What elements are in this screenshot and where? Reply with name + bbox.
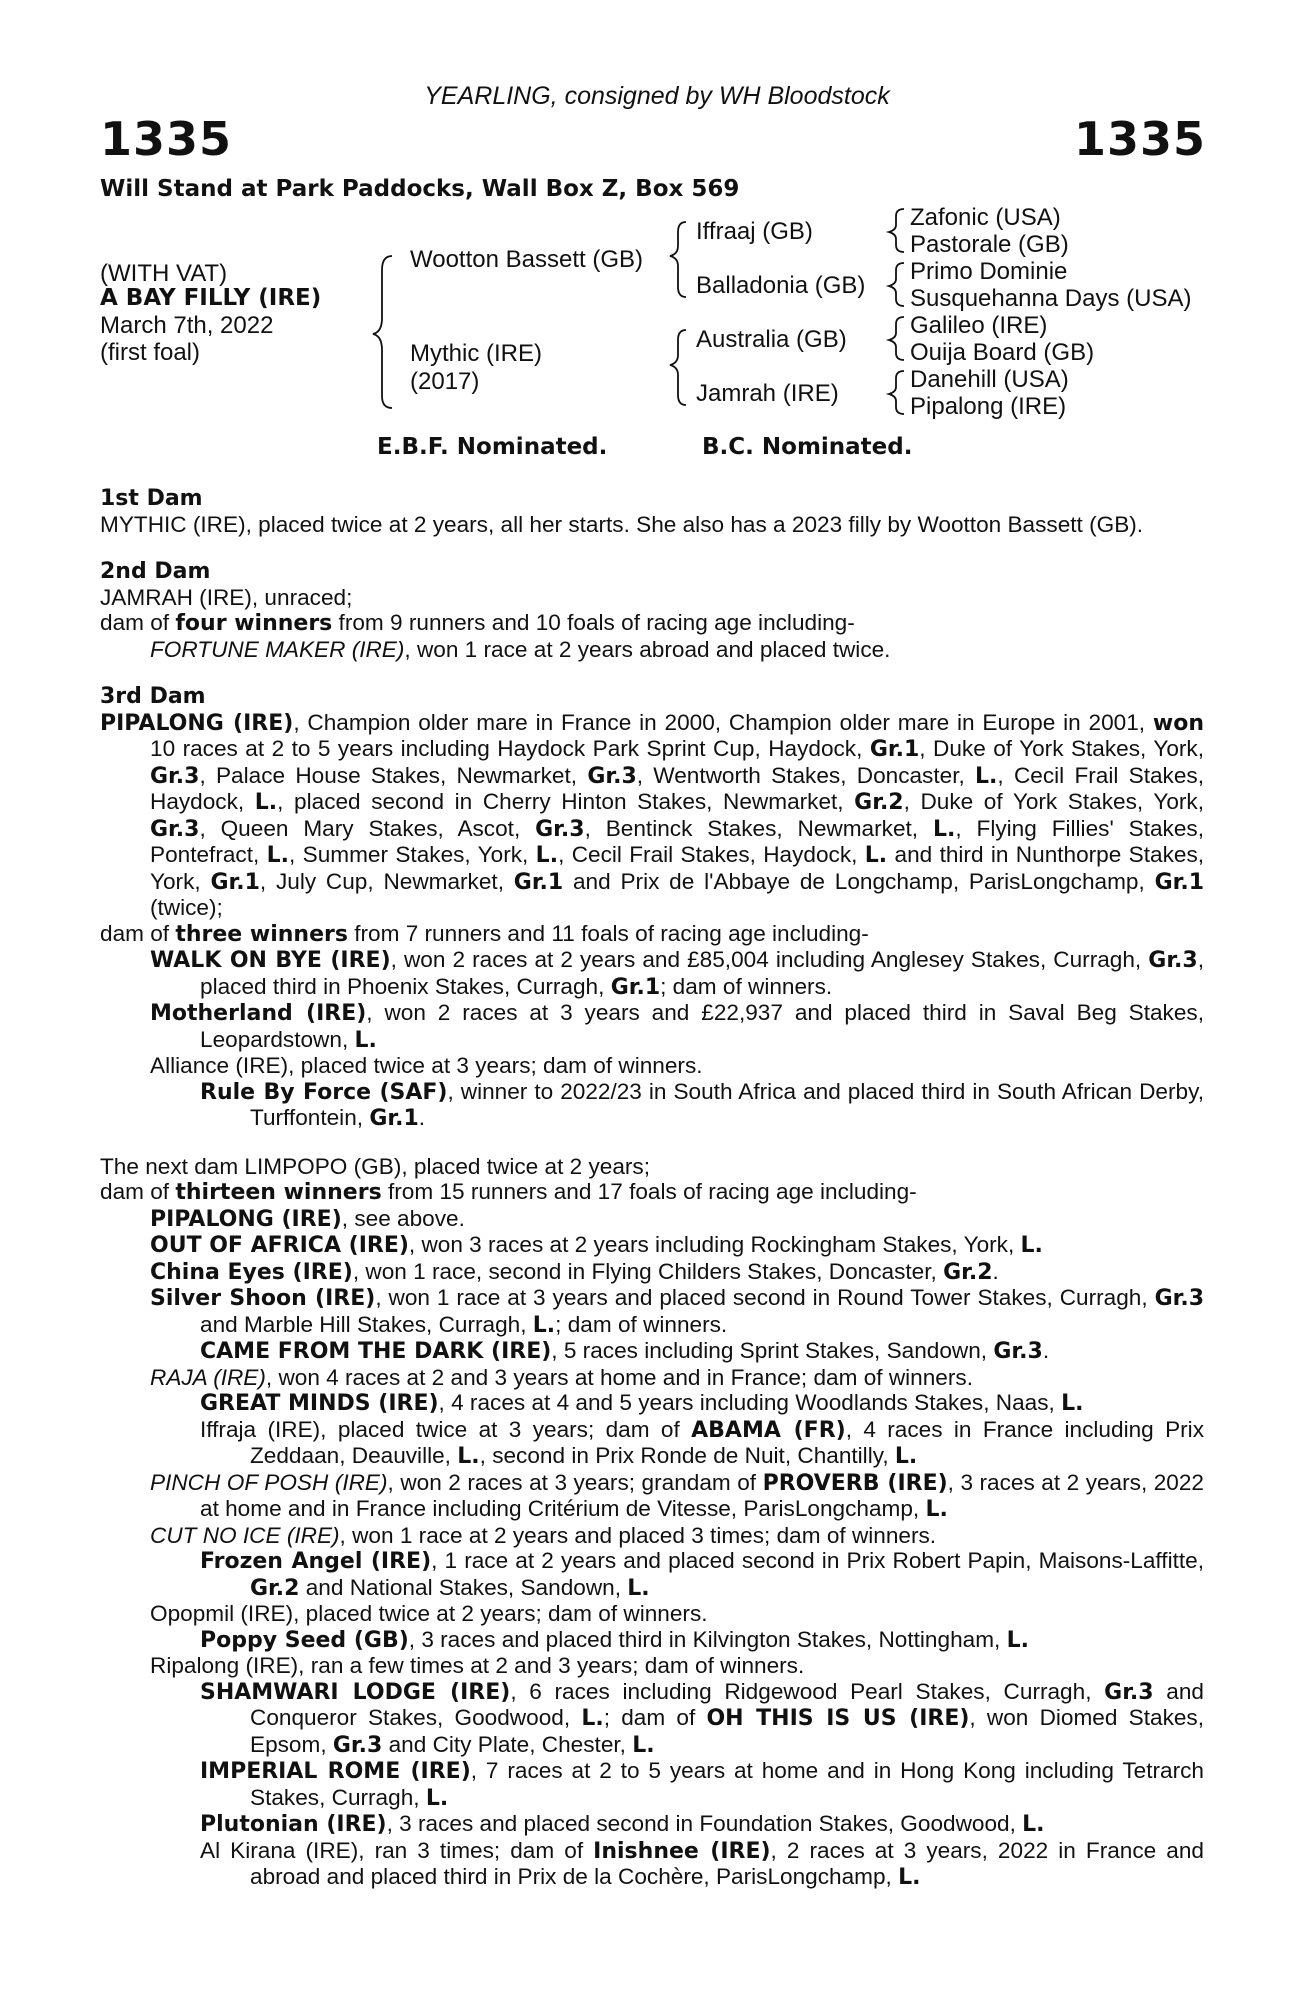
produce-out-of-africa: OUT OF AFRICA (IRE), won 3 races at 2 years including Rockingham Stakes, York, L. — [150, 1232, 1043, 1258]
produce-rule-by-force: Rule By Force (SAF), winner to 2022/23 in South Africa and placed third in South African Derby, Turffontein, Gr.1. — [200, 1078, 1204, 1131]
gen3-4: Susquehanna Days (USA) — [910, 285, 1192, 312]
foaling-date: March 7th, 2022 — [100, 312, 274, 339]
produce-ripalong: Ripalong (IRE), ran a few times at 2 and 3 years; dam of winners. — [150, 1653, 805, 1678]
second-dam-winner: FORTUNE MAKER (IRE), won 1 race at 2 years abroad and placed twice. — [150, 636, 891, 662]
dam-dam: Jamrah (IRE) — [696, 380, 839, 407]
dam-year: (2017) — [410, 368, 480, 395]
dam: Mythic (IRE) — [410, 340, 542, 367]
produce-plutonian: Plutonian (IRE), 3 races and placed second in Foundation Stakes, Goodwood, L. — [200, 1811, 1045, 1837]
lot-number-right: 1335 — [1073, 112, 1206, 166]
gen3-7: Danehill (USA) — [910, 366, 1069, 393]
dam-sire: Australia (GB) — [696, 326, 847, 353]
third-dam-heading: 3rd Dam — [100, 684, 206, 709]
first-dam-heading: 1st Dam — [100, 486, 203, 511]
produce-imperial-rome: IMPERIAL ROME (IRE), 7 races at 2 to 5 years at home and in Hong Kong including Tetrarch Stakes, Curragh, L. — [200, 1758, 1204, 1811]
third-dam-record: PIPALONG (IRE), Champion older mare in France in 2000, Champion older mare in Europe in 2001, won 10 races at 2 to 5 years including Haydock Park Sprint Cup, Haydock, Gr.1, Duke of York Stakes, York, Gr.3, Palace House Stakes, Newmarket, Gr.3, Wentworth Stakes, Doncaster, L., Cecil Frail Stakes, Haydock, L., placed second in Cherry Hinton Stakes, Newmarket, Gr.2, Duke of York Stakes, York, Gr.3, Queen Mary Stakes, Ascot, Gr.3, Bentinck Stakes, Newmarket, L., Flying Fillies' Stakes, Pontefract, L., Summer Stakes, York, L., Cecil Frail Stakes, Haydock, L. and third in Nunthorpe Stakes, York, Gr.1, July Cup, Newmarket, Gr.1 and Prix de l'Abbaye de Longchamp, ParisLongchamp, Gr.1 (twice); — [100, 709, 1205, 920]
gen3-5: Galileo (IRE) — [910, 312, 1048, 339]
gen3-1: Zafonic (USA) — [910, 204, 1061, 231]
gen3-8: Pipalong (IRE) — [910, 393, 1067, 420]
produce-al-kirana: Al Kirana (IRE), ran 3 times; dam of Inishnee (IRE), 2 races at 3 years, 2022 in France and abroad and placed third in Prix de la Cochère, ParisLongchamp, L. — [200, 1837, 1204, 1890]
next-dam-line: The next dam LIMPOPO (GB), placed twice at 2 years; — [100, 1153, 650, 1179]
produce-frozen-angel: Frozen Angel (IRE), 1 race at 2 years and placed second in Prix Robert Papin, Maisons-Laffitte, Gr.2 and National Stakes, Sandown, L. — [200, 1548, 1204, 1601]
third-dam-produce-summary: dam of three winners from 7 runners and 11 foals of racing age including- — [100, 920, 869, 947]
sire: Wootton Bassett (GB) — [410, 246, 643, 273]
produce-opopmil: Opopmil (IRE), placed twice at 2 years; dam of winners. — [150, 1601, 708, 1626]
produce-iffraja: Iffraja (IRE), placed twice at 3 years; dam of ABAMA (FR), 4 races in France including Prix Zeddaan, Deauville, L., second in Prix Ronde de Nuit, Chantilly, L. — [200, 1416, 1204, 1469]
produce-pipalong: PIPALONG (IRE), see above. — [150, 1205, 465, 1232]
produce-china-eyes: China Eyes (IRE), won 1 race, second in Flying Childers Stakes, Doncaster, Gr.2. — [150, 1258, 999, 1285]
produce-shamwari-lodge: SHAMWARI LODGE (IRE), 6 races including Ridgewood Pearl Stakes, Curragh, Gr.3 and Conqueror Stakes, Goodwood, L.; dam of OH THIS IS US (IRE), won Diomed Stakes, Epsom, Gr.3 and City Plate, Chester, L. — [200, 1678, 1205, 1758]
produce-motherland: Motherland (IRE), won 2 races at 3 years and £22,937 and placed third in Saval Beg Stakes, Leopardstown, L. — [150, 1000, 1204, 1053]
horse-name: A BAY FILLY (IRE) — [100, 285, 322, 311]
foal-note: (first foal) — [100, 339, 201, 366]
sire-dam: Balladonia (GB) — [696, 272, 866, 299]
second-dam-line: JAMRAH (IRE), unraced; — [100, 584, 353, 610]
produce-silver-shoon: Silver Shoon (IRE), won 1 race at 3 years and placed second in Round Tower Stakes, Curragh, Gr.3 and Marble Hill Stakes, Curragh, L.; dam of winners. — [150, 1285, 1204, 1338]
gen3-6: Ouija Board (GB) — [910, 339, 1095, 366]
vat-note: (WITH VAT) — [100, 260, 228, 287]
sire-sire: Iffraaj (GB) — [696, 218, 813, 245]
pedigree-brackets — [0, 0, 1314, 440]
gen3-2: Pastorale (GB) — [910, 231, 1069, 258]
produce-record — [100, 486, 1204, 1891]
produce-raja: RAJA (IRE), won 4 races at 2 and 3 years at home and in France; dam of winners. — [150, 1364, 973, 1390]
first-dam-text: MYTHIC (IRE), placed twice at 2 years, all her starts. She also has a 2023 filly by Wootton Bassett (GB). — [100, 511, 1144, 537]
consignment-line: YEARLING, consigned by WH Bloodstock — [424, 82, 890, 110]
produce-walk-on-bye: WALK ON BYE (IRE), won 2 races at 2 years and £85,004 including Anglesey Stakes, Curragh, Gr.3, placed third in Phoenix Stakes, Curragh, Gr.1; dam of winners. — [150, 947, 1204, 1000]
produce-great-minds: GREAT MINDS (IRE), 4 races at 4 and 5 years including Woodlands Stakes, Naas, L. — [200, 1390, 1084, 1416]
produce-poppy-seed: Poppy Seed (GB), 3 races and placed third in Kilvington Stakes, Nottingham, L. — [200, 1626, 1029, 1653]
produce-came-from-the-dark: CAME FROM THE DARK (IRE), 5 races including Sprint Stakes, Sandown, Gr.3. — [200, 1338, 1050, 1364]
produce-cut-no-ice: CUT NO ICE (IRE), won 1 race at 2 years and placed 3 times; dam of winners. — [150, 1522, 937, 1548]
ebf-nominated: E.B.F. Nominated. — [377, 434, 608, 460]
stabling-location: Will Stand at Park Paddocks, Wall Box Z, Box 569 — [100, 176, 740, 202]
produce-pinch-of-posh: PINCH OF POSH (IRE), won 2 races at 3 years; grandam of PROVERB (IRE), 3 races at 2 years, 2022 at home and in France including Critérium de Vitesse, ParisLongchamp, L. — [150, 1469, 1204, 1522]
next-dam-produce-summary: dam of thirteen winners from 15 runners and 17 foals of racing age including- — [100, 1179, 917, 1205]
bc-nominated: B.C. Nominated. — [702, 434, 913, 460]
second-dam-heading: 2nd Dam — [100, 559, 211, 584]
second-dam-produce-summary: dam of four winners from 9 runners and 10 foals of racing age including- — [100, 610, 855, 636]
lot-number-left: 1335 — [100, 112, 233, 166]
produce-alliance: Alliance (IRE), placed twice at 3 years; dam of winners. — [150, 1053, 703, 1078]
gen3-3: Primo Dominie — [910, 258, 1068, 285]
